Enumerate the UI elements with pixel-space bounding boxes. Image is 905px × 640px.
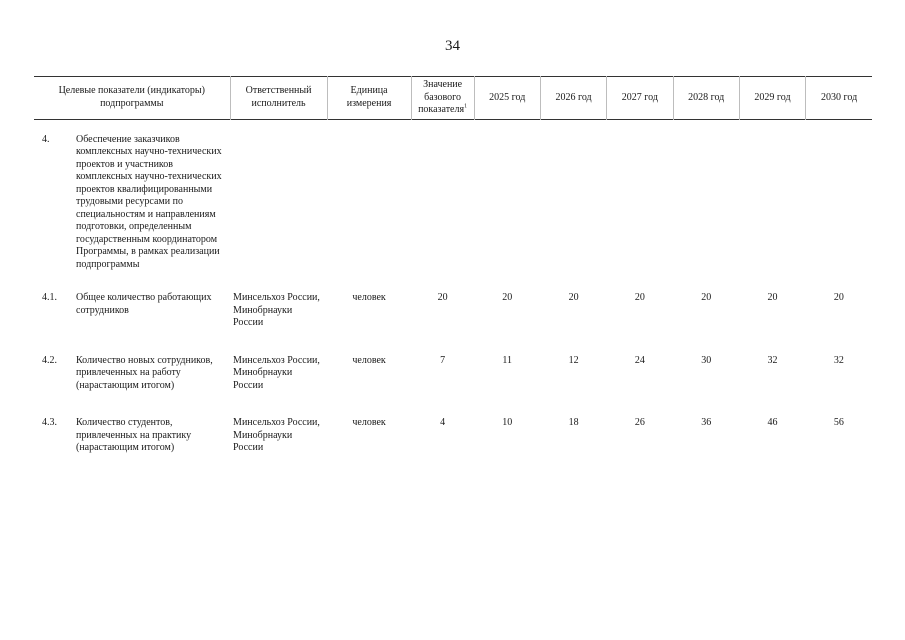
unit-cell: человек (352, 292, 386, 303)
value-2030: 32 (833, 354, 844, 366)
responsible-cell: Минсельхоз России, Минобрнауки России (233, 417, 320, 453)
responsible-cell: Минсельхоз России, Минобрнауки России (233, 354, 320, 391)
value-2025: 11 (502, 354, 513, 366)
value-2026: 18 (568, 417, 579, 428)
value-2030: 56 (833, 417, 844, 428)
indicator-name: Количество новых сотрудников, привлеченных на работу (нарастающим итогом) (76, 354, 213, 391)
value-2027: 24 (634, 354, 645, 366)
value-2025: 20 (502, 292, 513, 303)
table-body (34, 119, 872, 471)
header-year-2025: 2025 год (474, 77, 540, 120)
value-2027: 26 (634, 417, 645, 428)
section-title: Обеспечение заказчиков комплексных научно-технических проектов и участников комплексных научно-технических проектов квалифицированными трудовыми ресурсами по специальностям и направлениям подготовки, определенным государственным координатором Программы, в рамках реализации подпрограммы (76, 133, 222, 270)
table-header (34, 77, 872, 120)
row-number: 4.3. (42, 417, 57, 428)
unit-cell: человек (352, 417, 386, 428)
header-responsible: Ответственный исполнитель (230, 77, 327, 120)
header-base-value (411, 77, 474, 120)
indicators-table (34, 76, 872, 471)
value-2027: 20 (634, 292, 645, 303)
header-year-2028: 2028 год (673, 77, 739, 120)
header-row (34, 77, 872, 120)
header-base-value-label: Значение базового показателя (418, 79, 465, 115)
header-year-2030: 2030 год (821, 91, 858, 103)
base-value-cell: 4 (440, 417, 446, 428)
footnote-marker: 1 (464, 103, 468, 110)
header-year-2027: 2027 год (607, 77, 673, 120)
base-value-cell: 20 (437, 292, 448, 303)
header-year-2026: 2026 год (540, 77, 606, 120)
indicator-cell (34, 408, 230, 471)
value-2026: 12 (568, 354, 579, 366)
value-2029: 46 (767, 417, 778, 428)
value-2028: 20 (701, 292, 712, 303)
header-year-2029: 2029 год (739, 77, 805, 120)
value-2026: 20 (568, 292, 579, 303)
section-row (34, 119, 872, 283)
value-2029: 32 (767, 354, 778, 366)
responsible-cell: Минсельхоз России, Минобрнауки России (233, 292, 320, 328)
page-number: 34 (445, 38, 460, 54)
unit-cell: человек (352, 354, 386, 366)
base-value-cell: 7 (440, 354, 446, 366)
value-2030: 20 (833, 292, 844, 303)
value-2029: 20 (767, 292, 778, 303)
value-2025: 10 (502, 417, 513, 428)
value-2028: 36 (701, 417, 712, 428)
header-unit: Единица измерения (327, 77, 411, 120)
table-row (34, 408, 872, 471)
indicator-name: Общее количество работающих сотрудников (76, 292, 212, 316)
section-cell (34, 119, 230, 283)
row-number: 4.1. (42, 292, 57, 303)
header-indicators: Целевые показатели (индикаторы) подпрограммы (34, 77, 230, 120)
table-row (34, 283, 872, 346)
indicator-cell (34, 283, 230, 346)
value-2028: 30 (701, 354, 712, 366)
indicator-cell (34, 346, 230, 409)
section-number: 4. (42, 133, 50, 145)
indicator-name: Количество студентов, привлеченных на практику (нарастающим итогом) (76, 417, 192, 453)
indicators-table-container (34, 76, 872, 471)
table-row (34, 346, 872, 409)
row-number: 4.2. (42, 354, 57, 366)
